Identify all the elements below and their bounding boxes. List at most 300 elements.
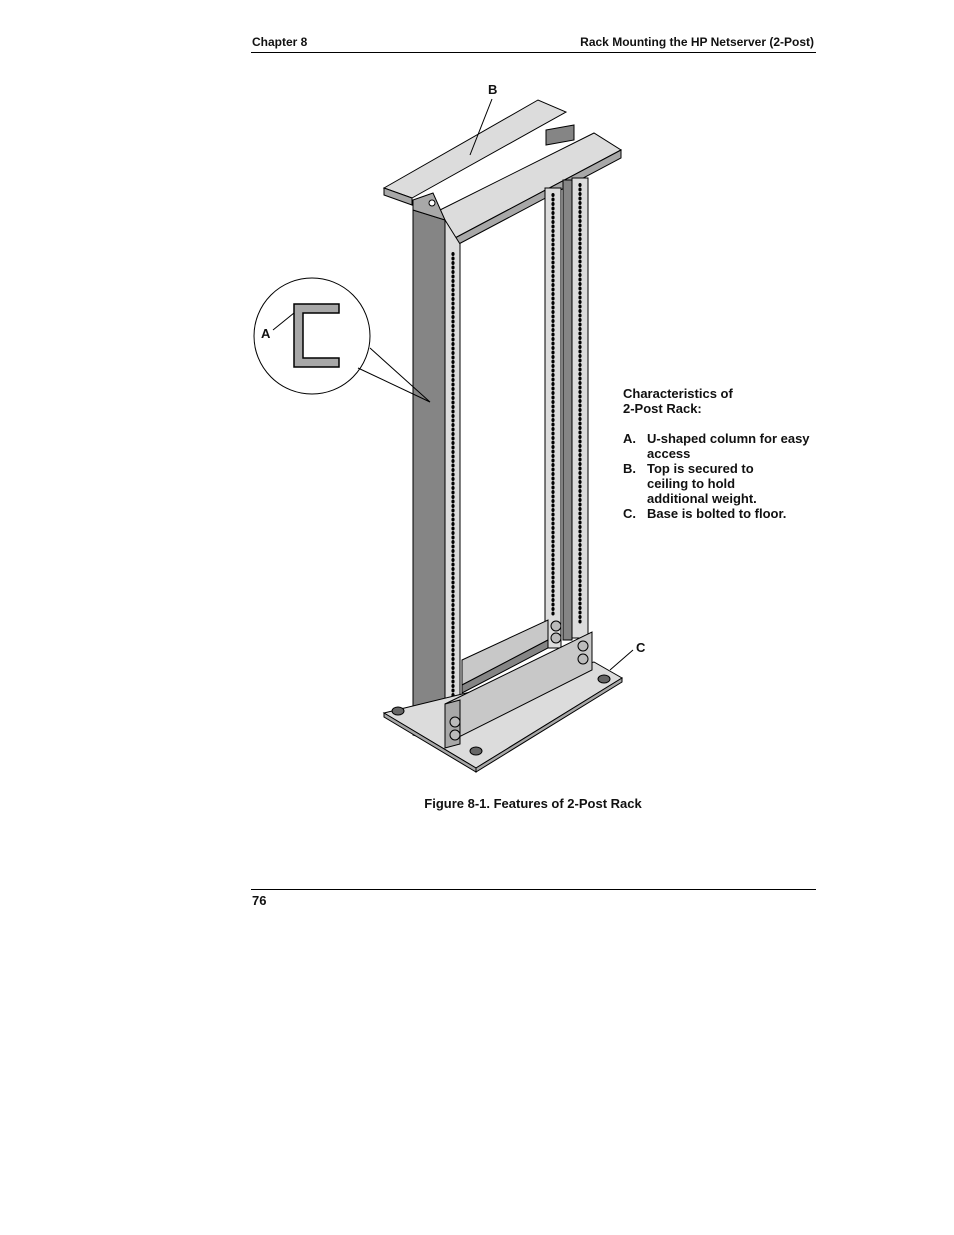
rail-hole [578,368,581,372]
rail-hole [551,238,554,242]
rail-hole [451,621,454,625]
rail-hole [578,350,581,354]
rail-hole [451,689,454,693]
rail-hole [451,446,454,450]
right-post-front [563,180,572,640]
rail-hole [451,464,454,468]
rail-hole [551,391,554,395]
rail-hole [551,400,554,404]
rail-hole [551,207,554,211]
rail-hole [551,378,554,382]
rail-hole [551,292,554,296]
rail-hole [451,509,454,513]
rail-hole [551,549,554,553]
rail-hole [551,423,554,427]
rail-hole [551,364,554,368]
rail-hole [578,408,581,412]
rail-hole [451,653,454,657]
rail-hole [451,527,454,531]
rail-hole [551,450,554,454]
rail-hole [578,318,581,322]
rail-hole [551,405,554,409]
rail-hole [551,553,554,557]
rail-hole [551,589,554,593]
rail-hole [451,626,454,630]
rail-hole [578,323,581,327]
rail-hole [451,558,454,562]
rail-hole [578,435,581,439]
rail-hole [451,599,454,603]
rail-hole [451,311,454,315]
rail-hole [578,183,581,187]
rail-hole [551,247,554,251]
rail-hole [551,441,554,445]
footer-rule [251,889,816,890]
rail-hole [451,257,454,261]
rail-hole [451,284,454,288]
rail-hole [551,229,554,233]
characteristic-item [623,431,823,461]
item-letter: A. [623,431,636,446]
rail-hole [578,224,581,228]
rail-hole [551,558,554,562]
rail-hole [451,306,454,310]
rail-hole [551,463,554,467]
rail-hole [451,608,454,612]
rail-hole [578,417,581,421]
rail-hole [551,211,554,215]
rail-hole [578,296,581,300]
rail-hole [551,234,554,238]
rail-hole [578,332,581,336]
rail-hole [578,444,581,448]
rail-hole [551,319,554,323]
rail-hole [578,422,581,426]
rail-hole [451,437,454,441]
rail-hole [451,671,454,675]
rail-hole [578,197,581,201]
rail-hole [551,571,554,575]
rail-hole [578,548,581,552]
page-number: 76 [252,893,267,908]
rail-hole [578,440,581,444]
rail-hole [578,287,581,291]
rail-hole [451,383,454,387]
item-text: U-shaped column for easy access [647,431,810,461]
rail-hole [451,270,454,274]
rail-hole [551,265,554,269]
rail-hole [551,261,554,265]
rail-hole [578,485,581,489]
rail-hole [551,382,554,386]
rail-hole [451,441,454,445]
label-a: A [261,326,271,341]
rail-hole [551,360,554,364]
rail-hole [578,354,581,358]
rail-hole [451,612,454,616]
rail-hole [451,459,454,463]
rail-hole [578,615,581,619]
rail-hole [551,283,554,287]
rail-hole [451,549,454,553]
rail-hole [578,228,581,232]
rail-hole [551,216,554,220]
rail-hole [451,378,454,382]
rail-hole [578,489,581,493]
rail-hole [451,365,454,369]
rail-hole [551,544,554,548]
rail-hole [451,473,454,477]
rail-hole [551,373,554,377]
rail-hole [451,675,454,679]
rail-hole [451,576,454,580]
rail-hole [578,377,581,381]
rail-hole [551,567,554,571]
rail-hole [551,252,554,256]
chapter-label: Chapter 8 [252,35,308,49]
rail-hole [551,409,554,413]
rail-hole [451,644,454,648]
rail-hole [551,306,554,310]
rail-hole [451,342,454,346]
rail-hole [551,580,554,584]
rail-hole [578,552,581,556]
rail-hole [551,594,554,598]
rail-hole [551,495,554,499]
rail-hole [578,314,581,318]
rail-hole [578,471,581,475]
item-letter: C. [623,506,636,521]
rail-hole [551,369,554,373]
label-c: C [636,640,646,655]
rail-hole [578,269,581,273]
magnifier-circle [254,278,370,394]
rail-hole [451,302,454,306]
rail-hole [578,381,581,385]
label-b: B [488,82,498,97]
rail-hole [551,436,554,440]
rail-hole [451,432,454,436]
rail-hole [451,288,454,292]
characteristics-title: Characteristics of 2-Post Rack: [623,386,733,416]
left-post-front [413,210,445,745]
rail-hole [551,477,554,481]
rail-hole [578,521,581,525]
rail-hole [551,193,554,197]
rail-hole [551,576,554,580]
characteristic-item [623,461,823,506]
rail-hole [451,554,454,558]
rail-hole [551,526,554,530]
rail-hole [451,630,454,634]
rail-hole [551,432,554,436]
rail-hole [551,585,554,589]
rail-hole [451,324,454,328]
rail-hole [578,341,581,345]
rail-hole [578,557,581,561]
rail-hole [578,458,581,462]
rail-hole [451,540,454,544]
rail-hole [551,328,554,332]
rail-hole [551,225,554,229]
rail-hole [451,369,454,373]
rail-hole [551,562,554,566]
rail-hole [578,561,581,565]
rail-hole [551,513,554,517]
rail-hole [451,315,454,319]
rail-hole [551,486,554,490]
rail-hole [451,423,454,427]
rail-hole [578,413,581,417]
rail-hole [551,517,554,521]
rail-hole [451,329,454,333]
rail-hole [551,540,554,544]
rail-hole [578,431,581,435]
rail-hole [578,206,581,210]
rail-hole [451,617,454,621]
rail-hole [551,598,554,602]
rail-hole [451,401,454,405]
characteristics-panel [623,386,823,521]
rail-hole [551,301,554,305]
rail-hole [578,260,581,264]
rail-hole [578,282,581,286]
rail-hole [451,522,454,526]
rail-hole [451,405,454,409]
rail-hole [578,215,581,219]
rail-hole [551,324,554,328]
rail-hole [578,372,581,376]
rail-hole [578,242,581,246]
rail-hole [551,387,554,391]
rail-hole [451,410,454,414]
rail-hole [551,342,554,346]
rail-hole [578,426,581,430]
rail-hole [451,662,454,666]
rail-hole [551,333,554,337]
rail-hole [578,395,581,399]
rail-hole [578,291,581,295]
rail-hole [451,572,454,576]
rail-hole [451,504,454,508]
rail-hole [578,512,581,516]
rail-hole [578,498,581,502]
rail-hole [578,273,581,277]
item-letter: B. [623,461,636,476]
rail-hole [578,453,581,457]
rail-hole [578,327,581,331]
rail-hole [551,297,554,301]
rail-hole [578,345,581,349]
rail-hole [451,347,454,351]
rail-hole [578,593,581,597]
rail-hole [551,490,554,494]
rail-hole [578,611,581,615]
rail-hole [451,594,454,598]
rail-hole [578,210,581,214]
rail-hole [578,480,581,484]
rail-hole [451,657,454,661]
rail-hole [451,477,454,481]
rail-hole [551,459,554,463]
rail-hole [451,563,454,567]
rail-hole [578,462,581,466]
rail-hole [551,310,554,314]
rail-hole [451,279,454,283]
rail-hole [551,414,554,418]
rail-hole [551,220,554,224]
rail-hole [578,507,581,511]
rail-hole [578,300,581,304]
rail-hole [451,648,454,652]
rail-hole [578,359,581,363]
rail-hole [451,266,454,270]
rail-hole [451,581,454,585]
rail-hole [578,363,581,367]
rail-hole [451,635,454,639]
rail-hole [578,278,581,282]
rail-hole [578,516,581,520]
rail-hole [451,491,454,495]
rail-hole [451,536,454,540]
rail-hole [551,522,554,526]
rail-hole [451,455,454,459]
rail-hole [451,585,454,589]
rail-hole [578,543,581,547]
rail-hole [451,450,454,454]
rail-hole [551,315,554,319]
rail-hole [578,305,581,309]
rail-hole [451,396,454,400]
rail-hole [578,386,581,390]
rail-hole [551,481,554,485]
rail-hole [451,684,454,688]
rail-hole [451,468,454,472]
rail-hole [551,472,554,476]
rail-hole [578,579,581,583]
rail-hole [451,252,454,256]
rail-hole [451,338,454,342]
rail-hole [551,504,554,508]
rail-hole [578,602,581,606]
rail-hole [451,360,454,364]
running-title: Rack Mounting the HP Netserver (2-Post) [580,35,814,49]
rail-hole [578,336,581,340]
rail-hole [578,597,581,601]
rail-hole [551,445,554,449]
characteristic-item [623,506,823,521]
rail-hole [578,525,581,529]
rail-hole [578,237,581,241]
rail-hole [578,539,581,543]
rail-hole [578,467,581,471]
rail-hole [578,399,581,403]
rail-hole [451,518,454,522]
rail-hole [451,419,454,423]
rail-hole [551,427,554,431]
rail-hole [578,449,581,453]
rail-hole [451,293,454,297]
rail-hole [551,202,554,206]
rail-hole [451,428,454,432]
rail-hole [578,246,581,250]
rail-hole [451,531,454,535]
rail-hole [578,390,581,394]
rail-hole [551,270,554,274]
rail-hole [551,198,554,202]
rail-hole [451,495,454,499]
rail-hole [451,414,454,418]
rail-hole [551,607,554,611]
rail-hole [551,499,554,503]
leader-c [610,650,633,670]
rail-hole [551,603,554,607]
rail-hole [578,575,581,579]
rail-hole [551,535,554,539]
rail-hole [578,530,581,534]
rail-hole [551,612,554,616]
rail-hole [451,320,454,324]
rail-hole [578,503,581,507]
rail-hole [451,387,454,391]
rail-hole [551,279,554,283]
rail-hole [451,392,454,396]
rail-hole [551,508,554,512]
rail-hole [451,603,454,607]
rail-hole [551,288,554,292]
rail-hole [578,264,581,268]
rail-hole [578,233,581,237]
rail-hole [578,606,581,610]
rail-hole [451,374,454,378]
rail-hole [578,476,581,480]
rail-hole [578,192,581,196]
rail-hole [551,351,554,355]
rail-hole [451,590,454,594]
rail-hole [451,275,454,279]
rail-hole [451,261,454,265]
rail-hole [551,418,554,422]
rail-hole [451,680,454,684]
rail-hole [451,486,454,490]
rail-hole [451,513,454,517]
rail-hole [551,346,554,350]
rail-hole [451,351,454,355]
rail-hole [578,588,581,592]
rail-hole [578,494,581,498]
rail-hole [578,255,581,259]
rail-hole [578,188,581,192]
rail-hole [578,309,581,313]
rail-hole [451,482,454,486]
rail-hole [551,355,554,359]
rail-hole [451,356,454,360]
rail-hole [578,219,581,223]
rail-hole [451,666,454,670]
figure-caption: Figure 8-1. Features of 2-Post Rack [424,796,642,811]
rail-hole [451,333,454,337]
rail-hole [578,566,581,570]
rail-hole [551,531,554,535]
rail-hole [551,396,554,400]
item-text: Top is secured to ceiling to hold additional weight. [647,461,757,506]
rail-hole [451,297,454,301]
rail-hole [551,256,554,260]
rail-hole [578,251,581,255]
rail-hole [551,274,554,278]
rail-hole [551,454,554,458]
item-text: Base is bolted to floor. [647,506,787,521]
